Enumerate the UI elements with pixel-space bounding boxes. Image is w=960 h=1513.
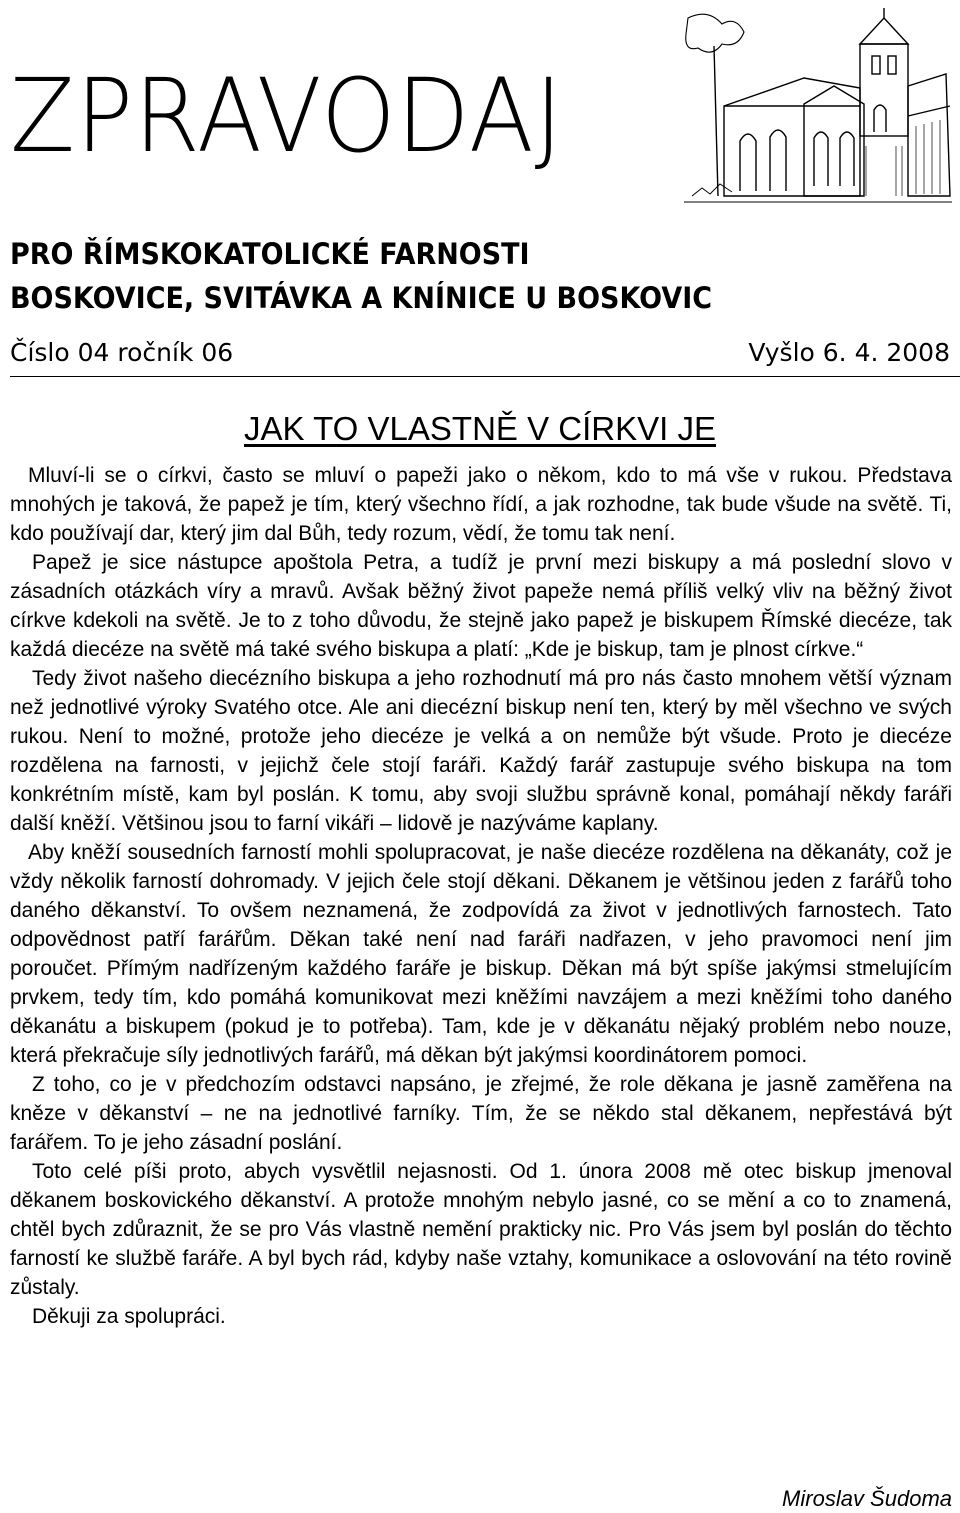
article-title: JAK TO VLASTNĚ V CÍRKVI JE — [244, 410, 716, 447]
paragraph: Tedy život našeho diecézního biskupa a jeho rozhodnutí má pro nás často mnohem větší význam než jednotlivé výroky Svatého otce. Ale ani diecézní biskup není ten, který by měl všechno ve svých rukou. Není to možné, protože jeho diecéze je velká a on nemůže být všude. Proto je diecéze rozdělena na farnosti, v jejichž čele stojí faráři. Každý farář zastupuje svého biskupa na tom konkrétním místě, kam byl poslán. K tomu, aby svoji službu správně konal, pomáhají někdy faráři další kněží. Většinou jsou to farní vikáři – lidově je nazýváme kaplany. — [10, 667, 952, 835]
church-drawing-icon — [684, 6, 952, 206]
header-divider — [10, 376, 960, 377]
newsletter-subtitle-parishes: BOSKOVICE, SVITÁVKA A KNÍNICE U BOSKOVIC — [10, 281, 713, 315]
paragraph: Z toho, co je v předchozím odstavci napsáno, je zřejmé, že role děkana je jasně zaměřena na kněze v děkanství – ne na jednotlivé farníky. Tím, že se někdo stal děkanem, nepřestává být farářem. To je jeho zásadní poslání. — [10, 1073, 952, 1154]
newsletter-subtitle: PRO ŘÍMSKOKATOLICKÉ FARNOSTI — [10, 237, 530, 271]
issue-number: Číslo 04 ročník 06 — [10, 338, 234, 367]
author-signature: Miroslav Šudoma — [782, 1486, 952, 1511]
paragraph: Aby kněží sousedních farností mohli spolupracovat, je naše diecéze rozdělena na děkanáty, což je vždy několik farností dohromady. V jejich čele stojí děkani. Děkanem je většinou jeden z farářů toho daného děkanství. To ovšem neznamená, že zodpovídá za život v jednotlivých farnostech. Tato odpovědnost patří farářům. Děkan také není nad faráři nadřazen, v jeho pravomoci není jim poroučet. Přímým nadřízeným každého faráře je biskup. Děkan má být spíše jakýmsi stmelujícím prvkem, tedy tím, kdo pomáhá komunikovat mezi kněžími navzájem a mezi kněžími toho daného děkanátu a biskupem (pokud je to potřeba). Tam, kde je v děkanátu nějaký problém nebo nouze, která překračuje síly jednotlivých farářů, má děkan být jakýmsi koordinátorem pomoci. — [10, 841, 952, 1067]
article-body — [10, 461, 952, 1331]
publication-date: Vyšlo 6. 4. 2008 — [748, 338, 950, 367]
paragraph: Mluví-li se o církvi, často se mluví o papeži jako o někom, kdo to má vše v rukou. Představa mnohých je taková, že papež je tím, který všechno řídí, a jak rozhodne, tak bude všude na světě. Ti, kdo používají dar, který jim dal Bůh, tedy rozum, vědí, že tomu tak není. — [10, 464, 952, 545]
issue-info-row — [10, 340, 950, 365]
newsletter-title: ZPRAVODAJ — [10, 57, 564, 176]
paragraph: Děkuji za spolupráci. — [32, 1305, 226, 1328]
paragraph: Toto celé píši proto, abych vysvětlil nejasnosti. Od 1. února 2008 mě otec biskup jmenoval děkanem boskovického děkanství. A protože mnohým nebylo jasné, co se mění a co to znamená, chtěl bych zdůraznit, že se pro Vás vlastně nemění prakticky nic. Pro Vás jsem byl poslán do těchto farností ke službě faráře. A byl bych rád, kdyby naše vztahy, komunikace a oslovování na této rovině zůstaly. — [10, 1160, 952, 1299]
paragraph: Papež je sice nástupce apoštola Petra, a tudíž je první mezi biskupy a má poslední slovo v zásadních otázkách víry a mravů. Avšak běžný život papeže nemá příliš velký vliv na běžný život církve kdekoli na světě. Je to z toho důvodu, že stejně jako papež je biskupem Římské diecéze, tak každá diecéze na světě má také svého biskupa a platí: „Kde je biskup, tam je plnost církve.“ — [10, 551, 952, 661]
